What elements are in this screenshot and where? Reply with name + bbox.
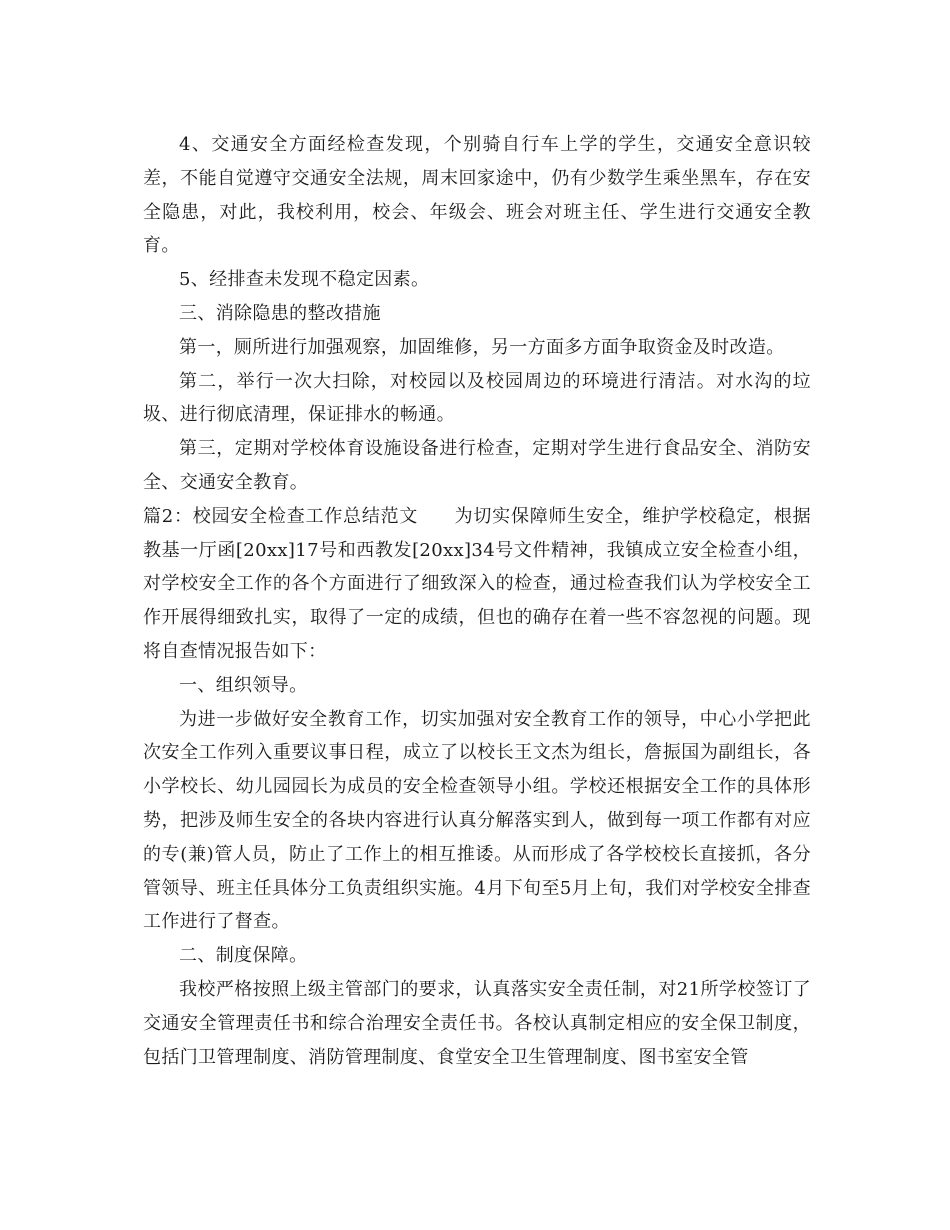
section-heading-rectification: 三、消除隐患的整改措施 <box>179 302 381 324</box>
article-intro-paragraph <box>143 500 811 669</box>
section-heading-organization: 一、组织领导。 <box>179 674 308 696</box>
section-heading-system: 二、制度保障。 <box>179 945 308 967</box>
paragraph-system: 我校严格按照上级主管部门的要求，认真落实安全责任制，对21所学校签订了交通安全管理责任书和综合治理安全责任书。各校认真制定相应的安全保卫制度，包括门卫管理制度、消防管理制度、食堂安全卫生管理制度、图书室安全管 <box>143 978 811 1068</box>
document-body <box>143 128 811 1074</box>
paragraph-organization: 为进一步做好安全教育工作，切实加强对安全教育工作的领导，中心小学把此次安全工作列入重要议事日程，成立了以校长王文杰为组长，詹振国为副组长，各小学校长、幼儿园园长为成员的安全检查领导小组。学校还根据安全工作的具体形势，把涉及师生安全的各块内容进行认真分解落实到人，做到每一项工作都有对应的专(兼)管人员，防止了工作上的相互推诿。从而形成了各学校校长直接抓，各分管领导、班主任具体分工负责组织实施。4月下旬至5月上旬，我们对学校安全排查工作进行了督查。 <box>143 708 811 933</box>
paragraph-measure-2: 第二，举行一次大扫除，对校园以及校园周边的环境进行清洁。对水沟的垃圾、进行彻底清理，保证排水的畅通。 <box>143 370 811 426</box>
article-heading: 篇2：校园安全检查工作总结范文 <box>143 505 419 527</box>
paragraph-stability: 5、经排查未发现不稳定因素。 <box>179 269 430 291</box>
paragraph-traffic-safety: 4、交通安全方面经检查发现，个别骑自行车上学的学生，交通安全意识较差，不能自觉遵守交通安全法规，周末回家途中，仍有少数学生乘坐黑车，存在安全隐患，对此，我校利用，校会、年级会、班会对班主任、学生进行交通安全教育。 <box>143 134 811 257</box>
article-intro-text: 为切实保障师生安全，维护学校稳定，根据教基一厅函[20xx]17号和西教发[20xx]34号文件精神，我镇成立安全检查小组，对学校安全工作的各个方面进行了细致深入的检查，通过检查我们认为学校安全工作开展得细致扎实，取得了一定的成绩，但也的确存在着一些不容忽视的问题。现将自查情况报告如下： <box>143 505 812 662</box>
paragraph-measure-3: 第三，定期对学校体育设施设备进行检查，定期对学生进行食品安全、消防安全、交通安全教育。 <box>143 438 811 493</box>
paragraph-measure-1: 第一，厕所进行加强观察，加固维修，另一方面多方面争取资金及时改造。 <box>179 336 785 358</box>
